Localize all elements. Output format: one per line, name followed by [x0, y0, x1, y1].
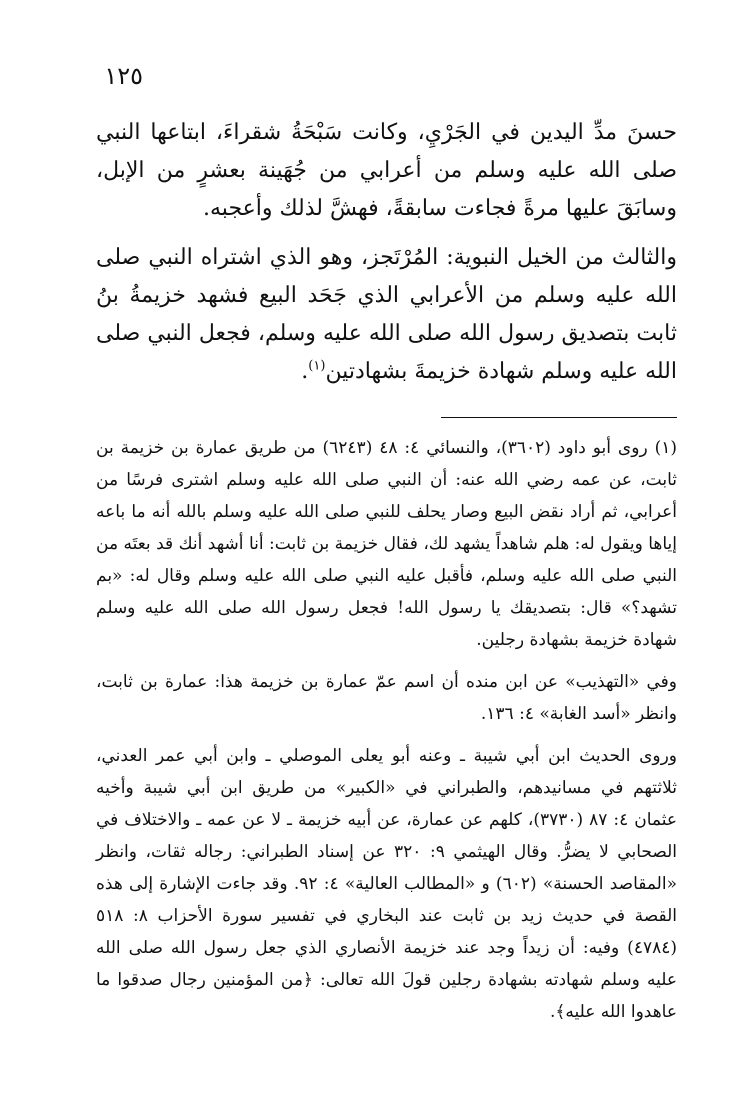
main-paragraph-2-end: .	[301, 359, 309, 384]
page-number: ١٢٥	[104, 62, 143, 90]
main-paragraph-2-text: والثالث من الخيل النبوية: المُرْتَجز، وهو الذي اشتراه النبي صلى الله عليه وسلم من الأعرابي الذي جَحَد البيع فشهد خزيمةُ بنُ ثابت بتصديق رسول الله صلى الله عليه وسلم، فجعل النبي صلى الله عليه وسلم شهادة خزيمةَ بشهادتين	[96, 245, 677, 384]
footnote-marker[interactable]: (١)	[308, 358, 326, 374]
main-text	[96, 114, 677, 391]
footnote-2: وفي «التهذيب» عن ابن منده أن اسم عمّ عمارة بن خزيمة هذا: عمارة بن ثابت، وانظر «أسد الغابة» ٤: ١٣٦.	[96, 672, 677, 724]
main-paragraph-1: حسنَ مدِّ اليدين في الجَرْيِ، وكانت سَبْحَةُ شقراءَ، ابتاعها النبي صلى الله عليه وسلم من أعرابي من جُهَينة بعشرٍ من الإبل، وسابَقَ عليها مرةً فجاءت سابقةً، فهشَّ لذلك وأعجبه.	[96, 120, 677, 221]
footnote-divider	[441, 417, 677, 418]
footnote-3: وروى الحديث ابن أبي شيبة ـ وعنه أبو يعلى الموصلي ـ وابن أبي عمر العدني، ثلاثتهم في مسانيدهم، والطبراني في «الكبير» من طريق ابن أبي شيبة وأخيه عثمان ٤: ٨٧ (٣٧٣٠)، كلهم عن عمارة، عن أبيه خزيمة ـ لا عن عمه ـ والاختلاف في الصحابي لا يضرُّ. وقال الهيثمي ٩: ٣٢٠ عن إسناد الطبراني: رجاله ثقات، وانظر «المقاصد الحسنة» (٦٠٢) و «المطالب العالية» ٤: ٩٢. وقد جاءت الإشارة إلى هذه القصة في حديث زيد بن ثابت عند البخاري في تفسير سورة الأحزاب ٨: ٥١٨ (٤٧٨٤) وفيه: أن زيداً وجد عند خزيمة الأنصاري الذي جعل رسول الله صلى الله عليه وسلم شهادته بشهادة رجلين قولَ الله تعالى: ﴿من المؤمنين رجال صدقوا ما عاهدوا الله عليه﴾.	[96, 746, 677, 1022]
footnotes	[96, 432, 677, 1028]
main-paragraph-2	[96, 239, 677, 391]
footnote-1: (١) روى أبو داود (٣٦٠٢)، والنسائي ٤: ٤٨ (٦٢٤٣) من طريق عمارة بن خزيمة بن ثابت، عن عمه رضي الله عنه: أن النبي صلى الله عليه وسلم اشترى فرسًا من أعرابي، ثم أراد نقض البيع وصار يحلف للنبي صلى الله عليه وسلم بالله أنه ما باعه إياها ويقول له: هلم شاهداً يشهد لك، فقال خزيمة بن ثابت: أنا أشهد أنك قد بعتَه من النبي صلى الله عليه وسلم، فأقبل عليه النبي صلى الله عليه وسلم وقال له: «بم تشهد؟» قال: بتصديقك يا رسول الله! فجعل رسول الله صلى الله عليه وسلم شهادة خزيمة بشهادة رجلين.	[96, 438, 677, 650]
